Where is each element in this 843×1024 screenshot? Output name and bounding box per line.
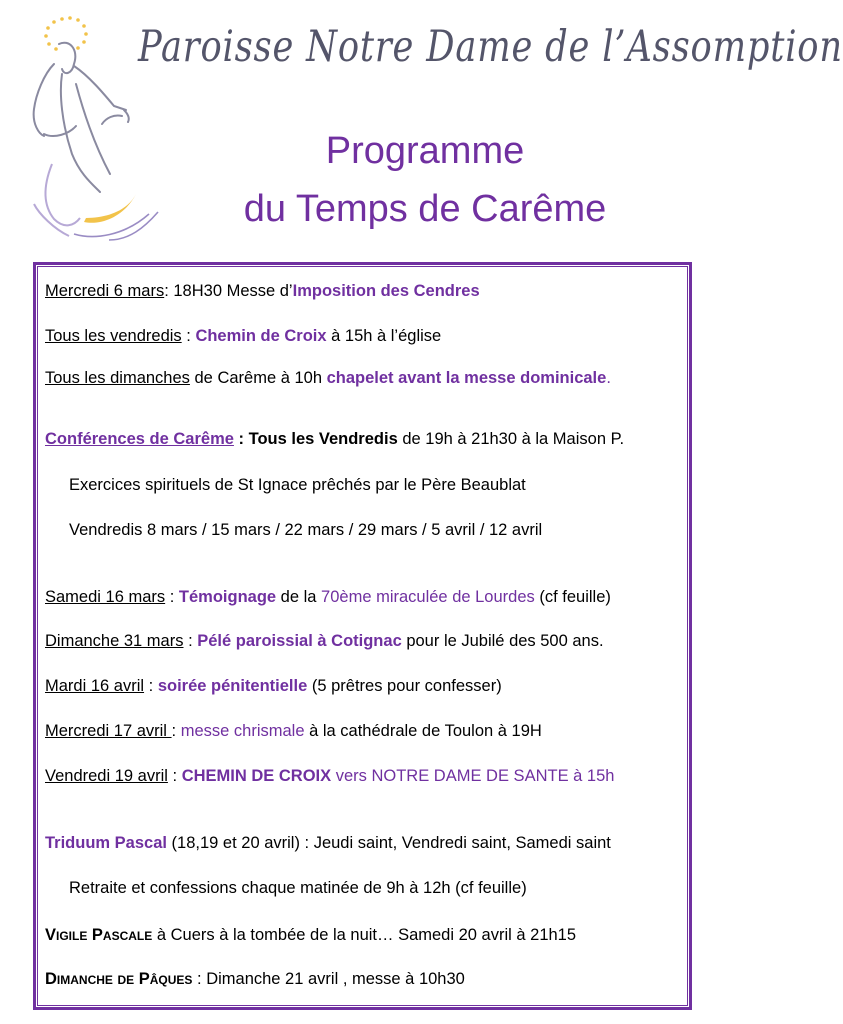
list-item [45, 926, 685, 945]
list-item [45, 588, 685, 607]
event-text: à la cathédrale de Toulon à 19H [304, 722, 542, 740]
event-text: (cf feuille) [534, 588, 611, 606]
event-date: Mercredi 6 mars [45, 282, 165, 300]
event-text: : [144, 677, 158, 695]
event-text: : Dimanche 21 avril , messe à 10h30 [192, 970, 465, 988]
event-text: à 15h à l’église [326, 327, 442, 345]
event-text: (18,19 et 20 avril) : Jeudi saint, Vendredi saint, Samedi saint [166, 834, 611, 852]
event-highlight: Témoignage [178, 588, 277, 606]
list-item [45, 327, 685, 346]
event-date: Mardi 16 avril [45, 677, 145, 695]
list-item: Exercices spirituels de St Ignace prêchés par le Père Beaublat [69, 476, 526, 494]
list-item [45, 677, 685, 696]
event-highlight: 70ème miraculée de Lourdes [321, 588, 535, 606]
event-highlight: Imposition des Cendres [292, 282, 480, 300]
event-text: : [165, 588, 179, 606]
list-item [45, 722, 685, 741]
event-date: Samedi 16 mars [45, 588, 166, 606]
event-text: . [606, 369, 611, 387]
event-text: à Cuers à la tombée de la nuit… Samedi 20 avril à 21h15 [152, 926, 577, 944]
event-date: Dimanche 31 mars [45, 632, 184, 650]
event-highlight: Dimanche de Pâques [45, 970, 193, 988]
event-text: de Carême à 10h [189, 369, 327, 387]
event-date: Conférences de Carême [45, 430, 234, 448]
event-highlight: chapelet avant la messe dominicale [326, 369, 607, 387]
event-highlight: CHEMIN DE CROIX [181, 767, 332, 785]
event-highlight: Pélé paroissial à Cotignac [197, 632, 402, 650]
event-date: Tous les dimanches [45, 369, 190, 387]
title-line-2: du Temps de Carême [243, 188, 607, 230]
list-item [45, 369, 685, 388]
event-text: : 18H30 Messe d’ [164, 282, 293, 300]
parish-name: Paroisse Notre Dame de l’Assomption [138, 22, 843, 72]
event-date: Vendredi 19 avril [45, 767, 168, 785]
list-item [45, 632, 685, 651]
list-item [45, 430, 685, 449]
event-date: Mercredi 17 avril [45, 722, 172, 740]
event-text: : [171, 722, 181, 740]
event-highlight: messe chrismale [180, 722, 305, 740]
event-date: Tous les vendredis [45, 327, 182, 345]
event-text: : [183, 632, 198, 650]
list-item: Retraite et confessions chaque matinée de 9h à 12h (cf feuille) [69, 879, 527, 897]
event-highlight: Chemin de Croix [195, 327, 327, 345]
event-highlight: vers NOTRE DAME DE SANTE à 15h [331, 767, 615, 785]
event-text: de la [276, 588, 322, 606]
event-highlight: Triduum Pascal [45, 834, 167, 852]
event-text: (5 prêtres pour confesser) [307, 677, 502, 695]
event-text: : [181, 327, 196, 345]
list-item [45, 767, 685, 786]
event-highlight: soirée pénitentielle [157, 677, 308, 695]
list-item: Vendredis 8 mars / 15 mars / 22 mars / 29 mars / 5 avril / 12 avril [69, 521, 543, 539]
event-text: pour le Jubilé des 500 ans. [401, 632, 604, 650]
list-item [45, 970, 685, 989]
list-item [45, 282, 685, 301]
list-item [45, 834, 685, 853]
event-text: de 19h à 21h30 à la Maison P. [397, 430, 625, 448]
event-text: : [167, 767, 182, 785]
event-highlight: Vigile Pascale [45, 926, 153, 944]
program-title [170, 122, 680, 238]
title-line-1: Programme [325, 130, 525, 172]
event-highlight: : Tous les Vendredis [233, 430, 398, 448]
